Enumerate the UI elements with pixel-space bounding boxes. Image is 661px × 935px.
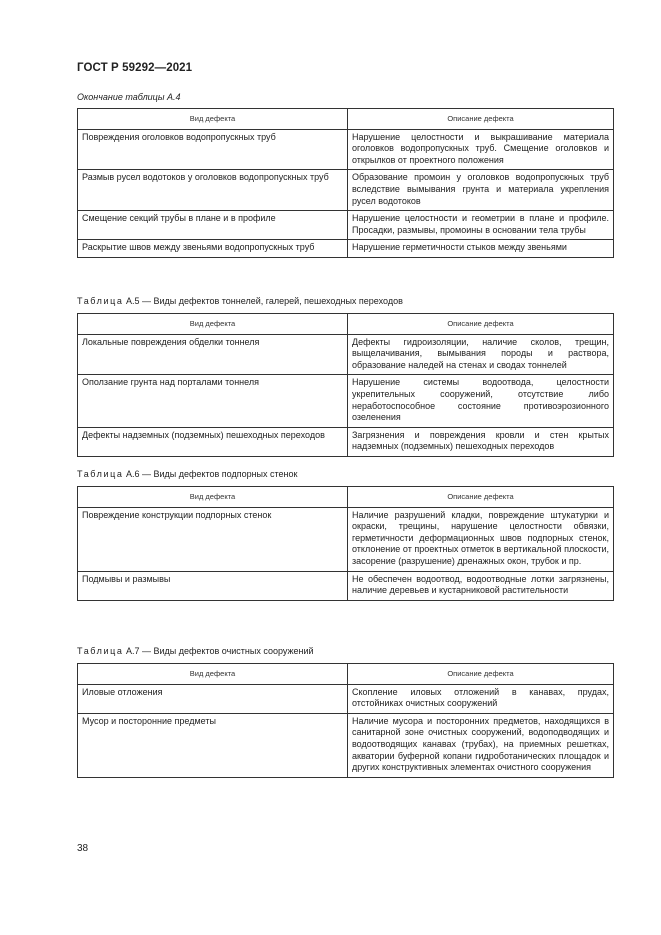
table-row (78, 129, 614, 170)
caption-text: А.5 — Виды дефектов тоннелей, галерей, пешеходных переходов (123, 296, 403, 306)
table-a7-caption (77, 646, 314, 656)
caption-label: Таблица (77, 469, 124, 479)
table-header-row (78, 664, 614, 685)
caption-text: Окончание таблицы А.4 (77, 92, 181, 102)
defect-description-cell: Наличие разрушений кладки, повреждение штукатурки и окраски, трещины, нарушение целостности обвязки, герметичности деформационных швов подпорных стенок, отклонение от проектных отметок в вертикальной плоскости, засорение (разрушение) дренажных окон, трубок и пр. (348, 507, 614, 571)
table-a5-caption (77, 296, 403, 306)
table-row (78, 571, 614, 600)
table-header-row (78, 314, 614, 335)
table-row (78, 507, 614, 571)
defect-description-cell: Загрязнения и повреждения кровли и стен крытых надземных (подземных) пешеходных переходов (348, 427, 614, 456)
column-header-defect-description: Описание дефекта (348, 314, 614, 335)
caption-text: А.7 — Виды дефектов очистных сооружений (123, 646, 314, 656)
document-header: ГОСТ Р 59292—2021 (77, 62, 193, 74)
page-number: 38 (77, 843, 89, 854)
defect-type-cell: Раскрытие швов между звеньями водопропускных труб (78, 240, 348, 258)
defect-description-cell: Нарушение герметичности стыков между звеньями (348, 240, 614, 258)
defect-description-cell: Дефекты гидроизоляции, наличие сколов, трещин, выщелачивания, вымывания породы и раствора, образование наледей на стенах и сводах тоннелей (348, 334, 614, 375)
defect-type-cell: Локальные повреждения обделки тоннеля (78, 334, 348, 375)
defect-description-cell: Образование промоин у оголовков водопропускных труб вследствие вымывания грунта и материала укрепления русел водотоков (348, 170, 614, 211)
table-a7 (77, 663, 614, 778)
column-header-defect-description: Описание дефекта (348, 109, 614, 130)
table-a6 (77, 486, 614, 601)
table-a4-caption (77, 92, 180, 102)
table-header-row (78, 487, 614, 508)
table-row (78, 334, 614, 375)
table-row (78, 211, 614, 240)
caption-label: Таблица (77, 646, 124, 656)
column-header-defect-description: Описание дефекта (348, 487, 614, 508)
defect-type-cell: Повреждение конструкции подпорных стенок (78, 507, 348, 571)
table-row (78, 427, 614, 456)
table-a4 (77, 108, 614, 258)
defect-description-cell: Не обеспечен водоотвод, водоотводные лотки загрязнены, наличие деревьев и кустарниковой растительности (348, 571, 614, 600)
defect-type-cell: Повреждения оголовков водопропускных труб (78, 129, 348, 170)
defect-type-cell: Размыв русел водотоков у оголовков водопропускных труб (78, 170, 348, 211)
table-row (78, 375, 614, 427)
caption-label: Таблица (77, 296, 124, 306)
table-row (78, 240, 614, 258)
defect-type-cell: Смещение секций трубы в плане и в профиле (78, 211, 348, 240)
column-header-defect-type: Вид дефекта (78, 109, 348, 130)
defect-type-cell: Оползание грунта над порталами тоннеля (78, 375, 348, 427)
table-row (78, 170, 614, 211)
defect-type-cell: Подмывы и размывы (78, 571, 348, 600)
defect-type-cell: Дефекты надземных (подземных) пешеходных переходов (78, 427, 348, 456)
table-row (78, 684, 614, 713)
table-a6-caption (77, 469, 297, 479)
column-header-defect-type: Вид дефекта (78, 664, 348, 685)
defect-description-cell: Нарушение целостности и геометрии в плане и профиле. Просадки, размывы, промоины в основании тела трубы (348, 211, 614, 240)
defect-type-cell: Мусор и посторонние предметы (78, 713, 348, 777)
defect-type-cell: Иловые отложения (78, 684, 348, 713)
column-header-defect-type: Вид дефекта (78, 487, 348, 508)
table-a5 (77, 313, 614, 457)
defect-description-cell: Нарушение целостности и выкрашивание материала оголовков водопропускных труб. Смещение оголовков и открылков от проектного положения (348, 129, 614, 170)
defect-description-cell: Скопление иловых отложений в канавах, прудах, отстойниках очистных сооружений (348, 684, 614, 713)
table-row (78, 713, 614, 777)
defect-description-cell: Нарушение системы водоотвода, целостности укрепительных сооружений, отсутствие либо неработоспособное состояние противоэрозионного озеленения (348, 375, 614, 427)
caption-text: А.6 — Виды дефектов подпорных стенок (123, 469, 298, 479)
column-header-defect-type: Вид дефекта (78, 314, 348, 335)
table-header-row (78, 109, 614, 130)
defect-description-cell: Наличие мусора и посторонних предметов, находящихся в санитарной зоне очистных сооружений, водоподводящих и водоотводящих канавах (трубах), на приемных решетках, акватории буферной копани гидроботанических площадок и других конструктивных элементах очистного сооружения (348, 713, 614, 777)
column-header-defect-description: Описание дефекта (348, 664, 614, 685)
